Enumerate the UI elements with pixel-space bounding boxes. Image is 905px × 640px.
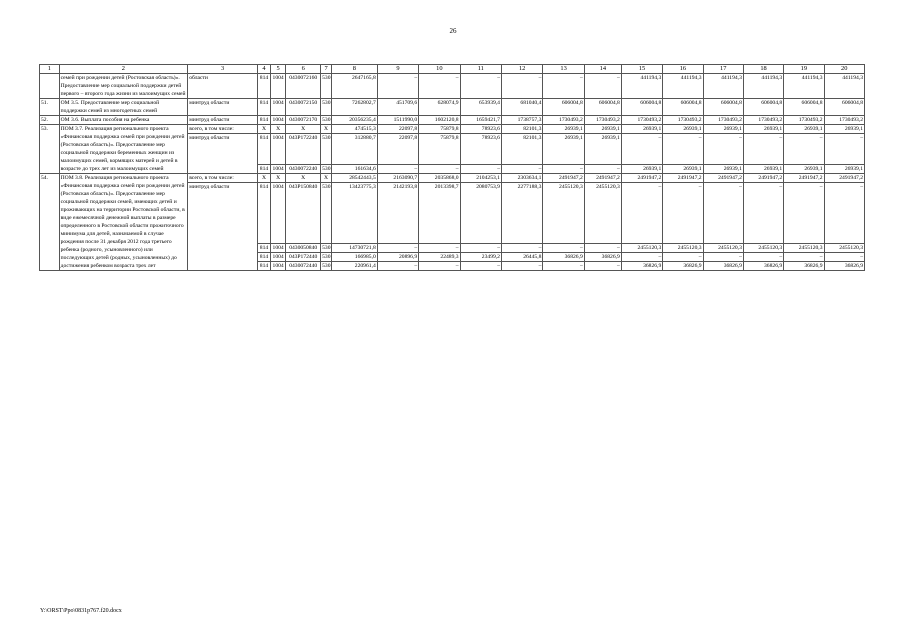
value-cell: 26939,1 [543, 134, 584, 165]
value-cell: 26939,1 [584, 134, 621, 165]
value-cell: 814 [257, 183, 270, 244]
value-cell: X [271, 125, 286, 134]
value-cell: 78923,6 [460, 125, 501, 134]
value-cell: – [460, 74, 501, 99]
header-cell: 3 [188, 65, 258, 74]
value-cell: 36826,9 [663, 262, 703, 271]
value-cell: 628074,9 [419, 99, 460, 116]
value-cell: – [543, 74, 584, 99]
value-cell: 606004,8 [824, 99, 865, 116]
value-cell: X [257, 174, 270, 183]
executor: минтруд области [188, 183, 258, 271]
value-cell: – [743, 134, 783, 165]
value-cell: 1730493,2 [703, 116, 743, 125]
value-cell: X [271, 174, 286, 183]
value-cell: 2455120,3 [663, 244, 703, 253]
value-cell: 26939,1 [824, 125, 865, 134]
value-cell: 606004,8 [703, 99, 743, 116]
header-cell: 17 [703, 65, 743, 74]
value-cell: – [501, 262, 542, 271]
value-cell: – [543, 165, 584, 174]
value-cell: 2035868,0 [419, 174, 460, 183]
value-cell: 2163090,7 [377, 174, 418, 183]
executor: минтруд области [188, 99, 258, 116]
value-cell: – [621, 183, 662, 244]
value-cell: – [703, 183, 743, 244]
header-cell: 16 [663, 65, 703, 74]
value-cell: 0430072170 [286, 116, 321, 125]
header-cell: 13 [543, 65, 584, 74]
value-cell: 26939,1 [663, 125, 703, 134]
value-cell: 2303634,1 [501, 174, 542, 183]
value-cell: – [824, 183, 865, 244]
header-cell: 20 [824, 65, 865, 74]
header-cell: 4 [257, 65, 270, 74]
value-cell: 36826,9 [584, 253, 621, 262]
value-cell: – [584, 74, 621, 99]
value-cell: 0430050840 [286, 244, 321, 253]
value-cell: 1004 [271, 165, 286, 174]
value-cell: 814 [257, 244, 270, 253]
value-cell: 606004,8 [621, 99, 662, 116]
value-cell: – [784, 253, 824, 262]
value-cell: 312880,7 [332, 134, 378, 165]
executor: области [188, 74, 258, 99]
measure-name: ОМ 3.6. Выплата пособия на ребенка [59, 116, 188, 125]
value-cell: 26939,1 [543, 125, 584, 134]
value-cell: 28542443,5 [332, 174, 378, 183]
value-cell: 26939,1 [663, 165, 703, 174]
value-cell: 530 [321, 74, 332, 99]
value-cell: 441194,3 [824, 74, 865, 99]
value-cell: 26939,1 [784, 125, 824, 134]
value-cell: 2455120,3 [743, 244, 783, 253]
executor: минтруд области [188, 134, 258, 174]
value-cell: 1511990,0 [377, 116, 418, 125]
value-cell: 043P172240 [286, 134, 321, 165]
header-cell: 6 [286, 65, 321, 74]
value-cell: X [286, 125, 321, 134]
value-cell: 1730493,2 [621, 116, 662, 125]
value-cell: – [663, 134, 703, 165]
value-cell: 1004 [271, 134, 286, 165]
value-cell: X [286, 174, 321, 183]
value-cell: 2455120,3 [824, 244, 865, 253]
measure-name: ПОМ 3.7. Реализация регионального проекта «Финансовая поддержка семей при рождении детей (Ростовская область)». Предоставление мер социальной поддержки беременных женщин из малоимущих семей, кормящих матерей и детей в возрасте до трех лет из малоимущих семей [59, 125, 188, 174]
value-cell: 814 [257, 262, 270, 271]
measure-name: ПОМ 3.8. Реализация регионального проекта «Финансовая поддержка семей при рождении детей (Ростовская область)». Предоставление мер социальной поддержки семей, имеющих детей и проживающих на территории Ростовской области, в виде ежемесячной денежной выплаты в размере определенного в Ростовской области прожиточного минимума для детей, назначаемой в случае рождения после 31 декабря 2012 года третьего ребенка (родного, усыновленного) или последующих детей (родных, усыновленных) до достижения ребенком возраста трех лет [59, 174, 188, 271]
value-cell: 78923,6 [460, 134, 501, 165]
value-cell: 441194,3 [743, 74, 783, 99]
value-cell: – [501, 74, 542, 99]
value-cell: 22489,3 [419, 253, 460, 262]
value-cell: 2455120,3 [584, 183, 621, 244]
value-cell: 26939,1 [743, 165, 783, 174]
value-cell: – [377, 165, 418, 174]
value-cell: X [257, 125, 270, 134]
value-cell: 451709,6 [377, 99, 418, 116]
executor: всего, в том числе: [188, 125, 258, 134]
value-cell: 26939,1 [621, 165, 662, 174]
value-cell: 2455120,3 [543, 183, 584, 244]
value-cell: 166985,0 [332, 253, 378, 262]
value-cell: 530 [322, 245, 331, 251]
value-cell: 26939,1 [621, 125, 662, 134]
value-cell: 13423775,3 [332, 183, 378, 244]
value-cell: 814 [257, 253, 270, 262]
value-cell: 220961,4 [332, 262, 378, 271]
page-number: 26 [449, 27, 457, 35]
value-cell: – [501, 244, 542, 253]
table-row [40, 74, 865, 99]
value-cell: 36826,9 [784, 262, 824, 271]
value-cell: – [621, 134, 662, 165]
value-cell: – [663, 253, 703, 262]
value-cell: 2455120,3 [703, 244, 743, 253]
value-cell: 1730493,2 [824, 116, 865, 125]
value-cell: 2491947,2 [743, 174, 783, 183]
value-cell: – [584, 262, 621, 271]
header-cell: 14 [584, 65, 621, 74]
value-cell: – [743, 183, 783, 244]
value-cell: – [824, 253, 865, 262]
value-cell: – [543, 244, 584, 253]
value-cell: 26445,8 [501, 253, 542, 262]
value-cell: 1004 [271, 74, 286, 99]
value-cell: 2491947,2 [584, 174, 621, 183]
value-cell: – [419, 74, 460, 99]
value-cell: 2491947,2 [824, 174, 865, 183]
value-cell: 22097,8 [377, 134, 418, 165]
value-cell: 474515,3 [332, 125, 378, 134]
value-cell: – [501, 165, 542, 174]
value-cell: – [419, 244, 460, 253]
value-cell: – [543, 262, 584, 271]
header-cell: 10 [419, 65, 460, 74]
value-cell: 1730493,2 [584, 116, 621, 125]
value-cell: 2104253,1 [460, 174, 501, 183]
value-cell: 530 [321, 183, 332, 244]
header-cell: 11 [460, 65, 501, 74]
table-row [40, 125, 865, 134]
executor: минтруд области [188, 116, 258, 125]
value-cell: 606004,8 [543, 99, 584, 116]
value-cell: 441194,3 [703, 74, 743, 99]
value-cell: – [419, 262, 460, 271]
value-cell: 1730493,2 [784, 116, 824, 125]
value-cell: 36826,9 [743, 262, 783, 271]
row-number: 53. [40, 125, 60, 174]
value-cell: – [703, 253, 743, 262]
value-cell: 1602120,8 [419, 116, 460, 125]
value-cell: 043P150840 [286, 183, 321, 244]
header-cell: 19 [784, 65, 824, 74]
value-cell: – [419, 165, 460, 174]
value-cell: 26939,1 [743, 125, 783, 134]
value-cell: 814 [257, 165, 270, 174]
header-cell: 7 [321, 65, 332, 74]
value-cell: 36826,9 [824, 262, 865, 271]
value-cell: 814 [257, 74, 270, 99]
value-cell: 2142193,8 [377, 183, 418, 244]
value-cell: – [584, 165, 621, 174]
value-cell: 26939,1 [584, 125, 621, 134]
value-cell: 441194,3 [621, 74, 662, 99]
row-number [40, 74, 60, 99]
value-cell: 161634,6 [332, 165, 378, 174]
value-cell: 26939,1 [784, 165, 824, 174]
value-cell: 606004,8 [663, 99, 703, 116]
value-cell: 82101,3 [501, 134, 542, 165]
value-cell: – [663, 183, 703, 244]
value-cell: – [784, 183, 824, 244]
value-cell: 530 [321, 99, 332, 116]
value-cell: – [460, 165, 501, 174]
value-cell: – [584, 244, 621, 253]
value-cell: 1730493,2 [743, 116, 783, 125]
value-cell: 2647165,8 [332, 74, 378, 99]
value-cell: 606004,8 [784, 99, 824, 116]
value-cell: 1738757,3 [501, 116, 542, 125]
value-cell: 441194,3 [784, 74, 824, 99]
value-cell: 1004 [271, 116, 286, 125]
value-cell: 2455120,3 [621, 244, 662, 253]
value-cell: 26939,1 [824, 165, 865, 174]
value-cell: 0430072150 [286, 99, 321, 116]
value-cell: 1730493,2 [543, 116, 584, 125]
value-cell: 20356235,4 [332, 116, 378, 125]
header-cell: 2 [59, 65, 188, 74]
row-number: 52. [40, 116, 60, 125]
value-cell: – [460, 244, 501, 253]
value-cell: 0430072160 [286, 74, 321, 99]
value-cell: 36826,9 [703, 262, 743, 271]
value-cell: – [377, 262, 418, 271]
value-cell: – [824, 134, 865, 165]
value-cell: X [321, 174, 332, 183]
value-cell: 36826,9 [621, 262, 662, 271]
value-cell: 814 [257, 134, 270, 165]
header-cell: 8 [332, 65, 378, 74]
header-cell: 1 [40, 65, 60, 74]
executor: всего, в том числе: [188, 174, 258, 183]
measure-name: семей при рождении детей (Ростовская область)». Предоставление мер социальной поддержки детей первого – второго года жизни из малоимущих семей [59, 74, 188, 99]
header-cell: 5 [271, 65, 286, 74]
value-cell: – [460, 262, 501, 271]
budget-table [39, 64, 865, 271]
file-path-footer: Y:\ORST\Ppo\0831p767.f20.docx [40, 608, 122, 614]
value-cell: 75879,8 [419, 134, 460, 165]
value-cell: 26939,1 [703, 125, 743, 134]
value-cell: – [621, 253, 662, 262]
value-cell: 530 [321, 134, 332, 165]
value-cell: 1004 [271, 244, 286, 253]
value-cell: 2013398,7 [419, 183, 460, 244]
value-cell: 530 [322, 117, 331, 123]
header-cell: 9 [377, 65, 418, 74]
value-cell: 20896,9 [377, 253, 418, 262]
value-cell: 82101,3 [501, 125, 542, 134]
value-cell: 36826,9 [543, 253, 584, 262]
header-row [40, 65, 865, 74]
value-cell: 530 [322, 166, 331, 172]
value-cell: 2491947,2 [621, 174, 662, 183]
value-cell: 1004 [271, 99, 286, 116]
value-cell: – [743, 253, 783, 262]
value-cell: 14730721,8 [332, 244, 378, 253]
table-row [40, 99, 865, 116]
value-cell: 2080753,9 [460, 183, 501, 244]
table-row [40, 174, 865, 183]
value-cell: 0430072240 [286, 165, 321, 174]
value-cell: 606004,8 [743, 99, 783, 116]
value-cell: 681040,4 [501, 99, 542, 116]
value-cell: 1730493,2 [663, 116, 703, 125]
value-cell: – [377, 244, 418, 253]
header-cell: 12 [501, 65, 542, 74]
value-cell: 530 [322, 254, 331, 260]
value-cell: X [321, 125, 332, 134]
value-cell: 7262802,7 [332, 99, 378, 116]
value-cell: 043P172440 [286, 253, 321, 262]
value-cell: 22097,8 [377, 125, 418, 134]
value-cell: 1659421,7 [460, 116, 501, 125]
row-number: 51. [40, 99, 60, 116]
value-cell: 1004 [271, 183, 286, 244]
value-cell: 1004 [271, 262, 286, 271]
value-cell: 606004,8 [584, 99, 621, 116]
measure-name: ОМ 3.5. Предоставление мер социальной поддержки семей из многодетных семей [59, 99, 188, 116]
value-cell: 441194,3 [663, 74, 703, 99]
value-cell: 1004 [271, 253, 286, 262]
value-cell: 0430072440 [286, 262, 321, 271]
value-cell: 530 [322, 263, 331, 269]
value-cell: 653939,4 [460, 99, 501, 116]
header-cell: 18 [743, 65, 783, 74]
value-cell: – [703, 134, 743, 165]
value-cell: 2491947,2 [663, 174, 703, 183]
table-row [40, 116, 865, 125]
value-cell: 2455120,3 [784, 244, 824, 253]
value-cell: 23499,2 [460, 253, 501, 262]
value-cell: 75879,8 [419, 125, 460, 134]
value-cell: – [784, 134, 824, 165]
value-cell: – [377, 74, 418, 99]
value-cell: 2277188,3 [501, 183, 542, 244]
value-cell: 26939,1 [703, 165, 743, 174]
value-cell: 814 [257, 99, 270, 116]
value-cell: 814 [257, 116, 270, 125]
value-cell: 2491947,2 [543, 174, 584, 183]
header-cell: 15 [621, 65, 662, 74]
value-cell: 2491947,2 [703, 174, 743, 183]
row-number: 54. [40, 174, 60, 271]
value-cell: 2491947,2 [784, 174, 824, 183]
